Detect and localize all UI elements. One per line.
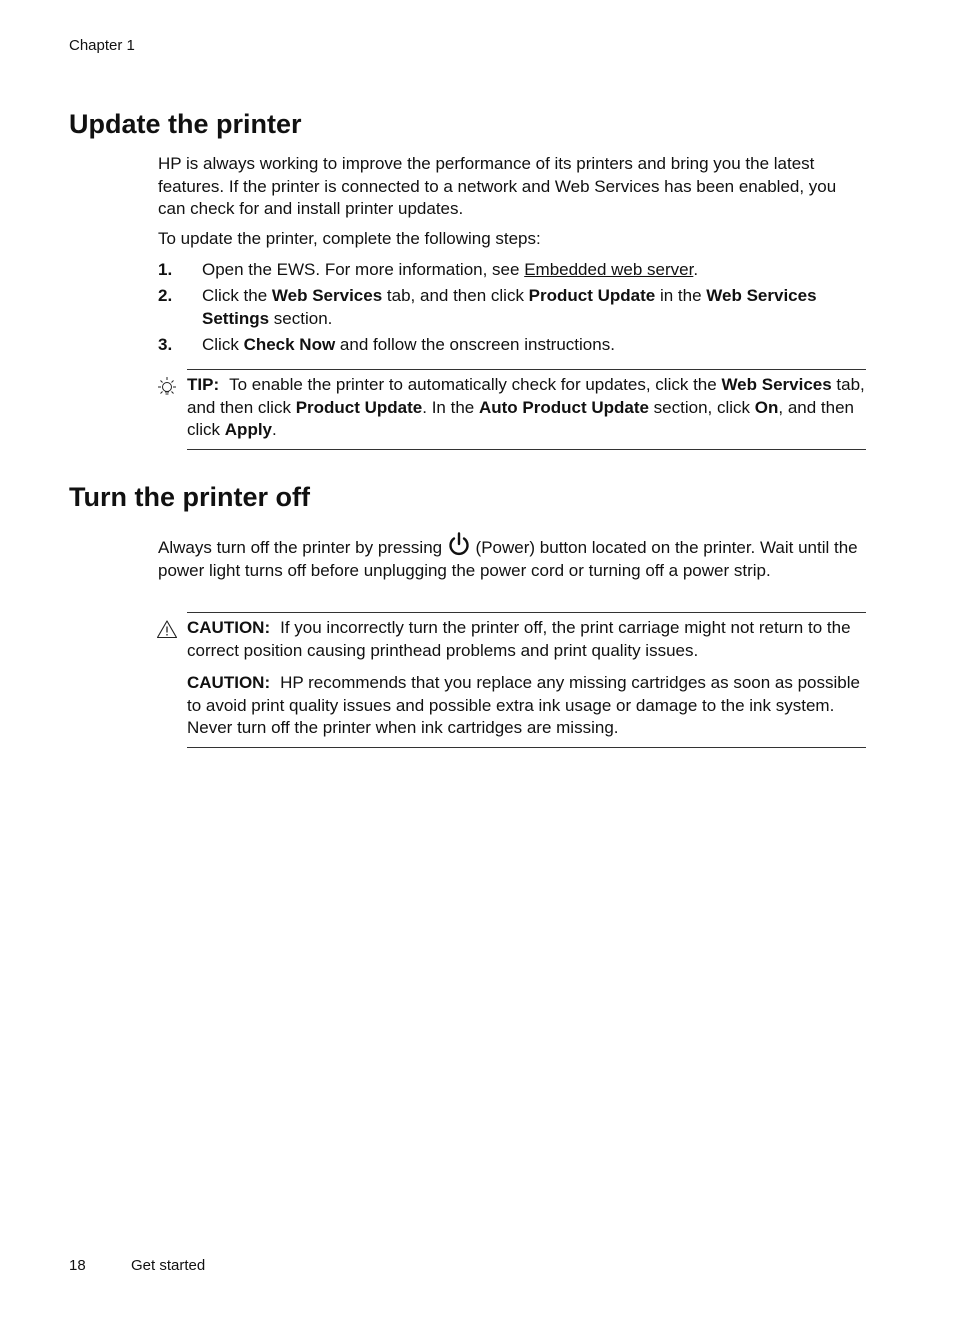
tip-note: TIP: To enable the printer to automatically check for updates, click the Web Services tab, and then click Product Update. In the Auto Product Update section, click On, and then click Apply. [187,375,865,439]
caution-note-2: CAUTION: HP recommends that you replace any missing cartridges as soon as possible to avoid print quality issues and possible extra ink usage or damage to the ink system. Never turn off the printer when ink cartridges are missing. [187,673,860,737]
caution-label: CAUTION: [187,673,271,692]
update-intro: HP is always working to improve the performance of its printers and bring you the latest features. If the printer is connected to a network and Web Services has been enabled, you can check for and install printer updates. [158,154,837,218]
step-number: 3. [158,335,173,354]
step-3 [158,334,858,357]
caution-note-1: CAUTION: If you incorrectly turn the printer off, the print carriage might not return to the correct position causing printhead problems and print quality issues. [187,618,851,660]
step-2 [158,285,858,331]
tip-label: TIP: [187,375,220,394]
warning-triangle-icon [156,619,178,644]
caution-label: CAUTION: [187,618,271,637]
step-number: 1. [158,260,173,279]
running-header: Chapter 1 [69,37,135,54]
running-footer: Get started [131,1257,206,1274]
tip-top-rule [187,369,866,370]
section-title-turn-off: Turn the printer off [69,482,310,512]
step-text: Click Check Now and follow the onscreen instructions. [202,335,615,354]
page-number: 18 [69,1257,86,1274]
step-1 [158,259,858,282]
section-title-update: Update the printer [69,109,302,139]
step-text: Open the EWS. For more information, see Embedded web server. [202,260,699,279]
embedded-web-server-link[interactable]: Embedded web server [524,260,694,279]
caution-bottom-rule [187,747,866,748]
update-lead: To update the printer, complete the following steps: [158,229,541,248]
tip-bottom-rule [187,449,866,450]
lightbulb-icon [156,376,178,405]
power-icon [447,532,471,558]
turn-off-intro: Always turn off the printer by pressing (Power) button located on the printer. Wait until the power light turns off before unplugging the power cord or turning off a power strip. [158,532,858,582]
step-number: 2. [158,286,173,305]
caution-top-rule [187,612,866,613]
step-text: Click the Web Services tab, and then click Product Update in the Web Services Settings section. [202,286,817,328]
